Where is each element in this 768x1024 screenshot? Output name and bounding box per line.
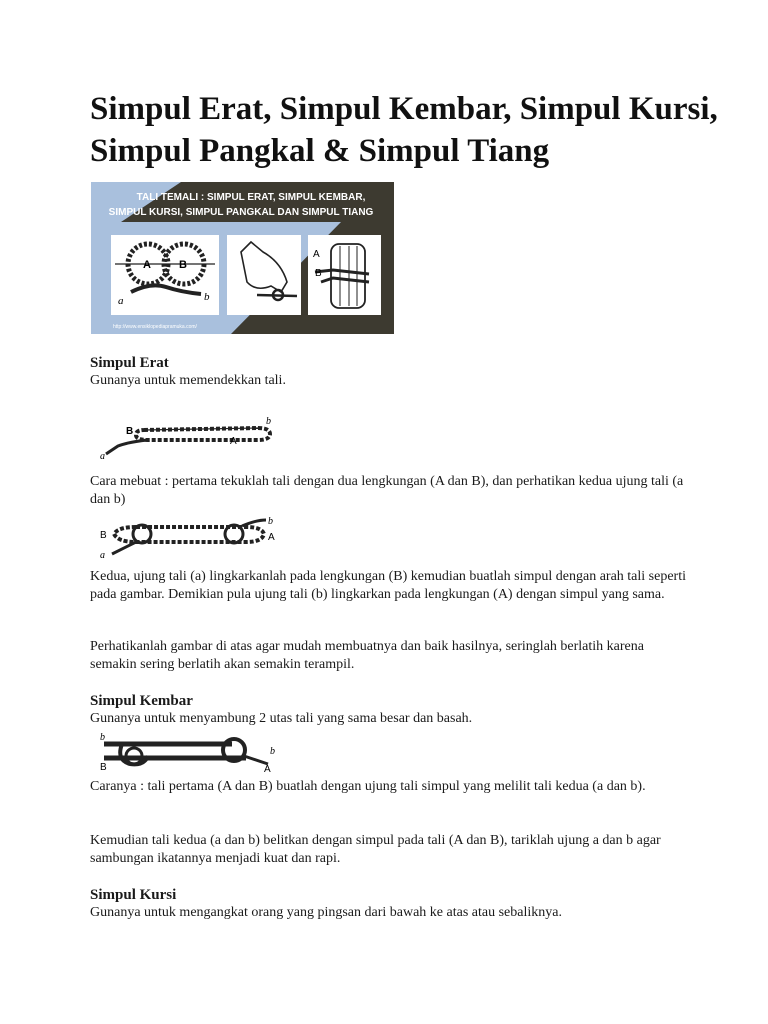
erat1-label-A: A xyxy=(230,436,237,447)
kembar-step2: Kemudian tali kedua (a dan b) belitkan dengan simpul pada tali (A dan B), tariklah ujung a dan b agar sambungan ikatannya menjadi kuat dan rapi. xyxy=(90,833,661,866)
heading-simpul-kembar: Simpul Kembar xyxy=(90,693,193,709)
kembar-label-b2: b xyxy=(270,746,275,757)
banner-label-b: b xyxy=(204,291,210,303)
banner-label-A2: A xyxy=(313,249,320,260)
banner-url: http://www.ensiklopediapramuka.com/ xyxy=(113,324,197,330)
erat-step1: Cara mebuat : pertama tekuklah tali dengan dua lengkungan (A dan B), dan perhatikan kedua ujung tali (a dan b) xyxy=(90,474,684,507)
banner-line2: SIMPUL KURSI, SIMPUL PANGKAL DAN SIMPUL TIANG xyxy=(108,207,374,218)
heading-simpul-kursi: Simpul Kursi xyxy=(90,887,177,903)
banner-label-a: a xyxy=(118,295,124,307)
erat-purpose: Gunanya untuk memendekkan tali. xyxy=(90,373,286,388)
heading-simpul-erat: Simpul Erat xyxy=(90,355,169,371)
kembar-step1: Caranya : tali pertama (A dan B) buatlah dengan ujung tali simpul yang melilit tali kedua (a dan b). xyxy=(90,779,646,794)
erat2-label-b: b xyxy=(268,516,273,527)
page-title: Simpul Erat, Simpul Kembar, Simpul Kursi, Simpul Pangkal & Simpul Tiang xyxy=(90,91,718,169)
figure-erat-1 xyxy=(98,414,278,460)
banner-image xyxy=(91,182,394,334)
erat2-label-A: A xyxy=(268,532,275,543)
kembar-label-A: A xyxy=(264,764,271,774)
banner-line1: TALI TEMALI : SIMPUL ERAT, SIMPUL KEMBAR, xyxy=(136,192,366,203)
erat2-label-a: a xyxy=(100,550,105,560)
banner-label-B: B xyxy=(179,259,187,271)
erat1-label-b: b xyxy=(266,416,271,427)
kembar-label-b: b xyxy=(100,732,105,743)
banner-label-A: A xyxy=(143,259,151,271)
erat2-label-B: B xyxy=(100,530,107,541)
figure-kembar xyxy=(96,730,282,774)
banner-graphic xyxy=(91,182,394,334)
erat-step3: Perhatikanlah gambar di atas agar mudah membuatnya dan baik hasilnya, seringlah berlatih karena semakin sering berlatih akan semakin terampil. xyxy=(90,639,644,672)
erat-step2: Kedua, ujung tali (a) lingkarkanlah pada lengkungan (B) kemudian buatlah simpul dengan arah tali seperti pada gambar. Demikian pula ujung tali (b) lingkarkan pada lengkungan (A) dengan simpul yang sama. xyxy=(90,569,686,602)
erat1-label-B: B xyxy=(126,426,134,437)
kursi-purpose: Gunanya untuk mengangkat orang yang pingsan dari bawah ke atas atau sebaliknya. xyxy=(90,905,562,920)
banner-label-B2: B xyxy=(315,268,322,279)
kembar-label-B: B xyxy=(100,762,107,773)
figure-erat-2 xyxy=(96,512,280,560)
erat1-label-a: a xyxy=(100,451,105,460)
kembar-purpose: Gunanya untuk menyambung 2 utas tali yang sama besar dan basah. xyxy=(90,711,473,726)
